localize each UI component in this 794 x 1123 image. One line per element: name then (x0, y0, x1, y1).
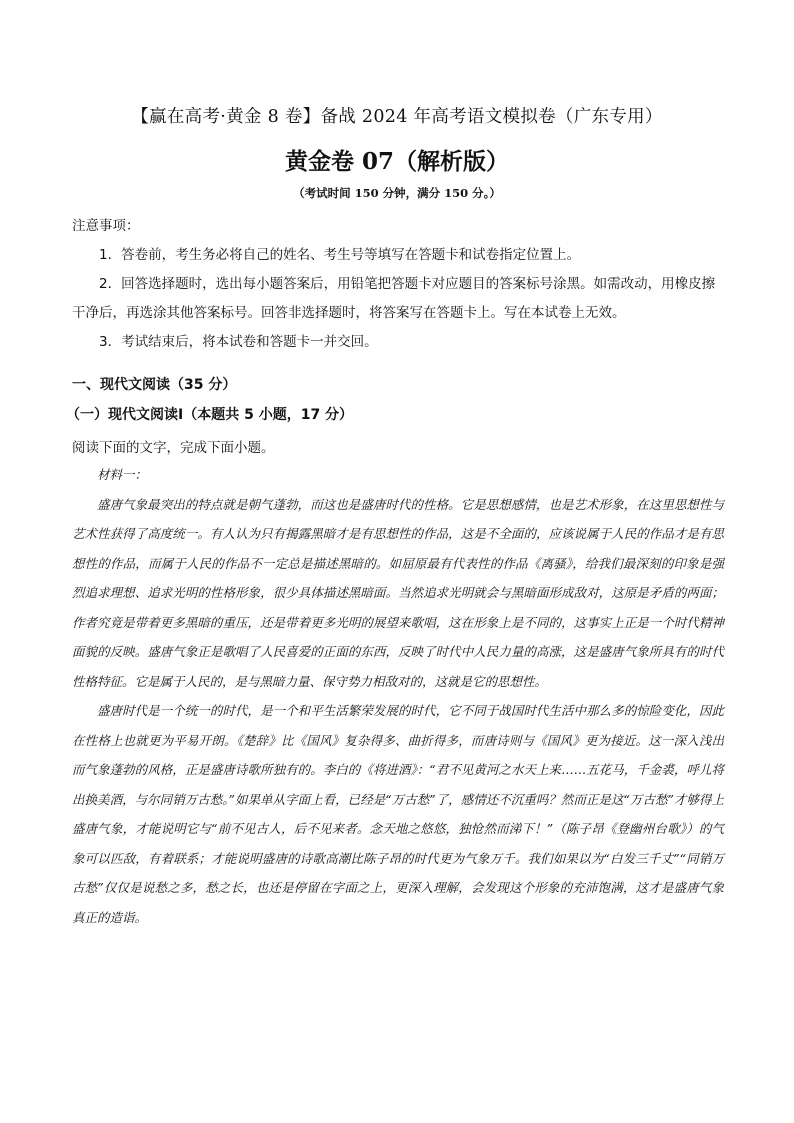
notice-item-2: 2．回答选择题时，选出每小题答案后，用铅笔把答题卡对应题目的答案标号涂黑。如需改动，用橡皮擦干净后，再选涂其他答案标号。回答非选择题时，将答案写在答题卡上。写在本试卷上无效。 (72, 276, 716, 321)
paper-title: 黄金卷 07（解析版） (284, 148, 509, 175)
reading-instruction: 阅读下面的文字，完成下面小题。 (72, 440, 275, 456)
material-paragraph-2: 盛唐时代是一个统一的时代，是一个和平生活繁荣发展的时代，它不同于战国时代生活中那么多的惊险变化，因此在性格上也就更为平易开朗。《楚辞》比《国风》复杂得多、曲折得多，而唐诗则与《国风》更为接近。这一深入浅出而气象蓬勃的风格，正是盛唐诗歌所独有的。李白的《将进酒》：“君不见黄河之水天上来……五花马，千金裘，呼儿将出换美酒，与尔同销万古愁。”如果单从字面上看，已经是“万古愁”了，感情还不沉重吗？然而正是这“万古愁”才够得上盛唐气象，才能说明它与“前不见古人，后不见来者。念天地之悠悠，独怆然而涕下！”（陈子昂《登幽州台歌》）的气象可以匹敌，有着联系；才能说明盛唐的诗歌高潮比陈子昂的时代更为气象万千。我们如果以为“白发三千丈”“同销万古愁”仅仅是说愁之多，愁之长，也还是停留在字面之上，更深入理解，会发现这个形象的充沛饱满，这才是盛唐气象真正的造诣。 (72, 703, 724, 925)
notice-heading: 注意事项： (72, 218, 140, 234)
notice-item-3: 3．考试结束后，将本试卷和答题卡一并交回。 (99, 334, 378, 350)
material-paragraph-1: 盛唐气象最突出的特点就是朝气蓬勃，而这也是盛唐时代的性格。它是思想感情，也是艺术形象，在这里思想性与艺术性获得了高度统一。有人认为只有揭露黑暗才是有思想性的作品，这是不全面的，应该说属于人民的作品才是有思想性的作品，而属于人民的作品不一定总是描述黑暗的。如屈原最有代表性的作品《离骚》，给我们最深刻的印象是强烈追求理想、追求光明的性格形象，很少具体描述黑暗面。当然追求光明就会与黑暗面形成敌对，这原是矛盾的两面；作者究竟是带着更多黑暗的重压，还是带着更多光明的展望来歌唱，这在形象上是不同的，这事实上正是一个时代精神面貌的反映。盛唐气象正是歌唱了人民喜爱的正面的东西，反映了时代中人民力量的高涨，这是盛唐气象所具有的时代性格特征。它是属于人民的，是与黑暗力量、保守势力相敌对的，这就是它的思想性。 (72, 496, 724, 689)
material-body (72, 460, 724, 932)
section-heading: 一、现代文阅读（35 分） (72, 377, 237, 393)
subsection-heading: （一）现代文阅读Ⅰ（本题共 5 小题，17 分） (66, 407, 354, 423)
exam-time-note: （考试时间 150 分钟，满分 150 分。） (293, 186, 501, 200)
material-label: 材料一： (97, 467, 148, 482)
exam-series-title: 【赢在高考·黄金 8 卷】备战 2024 年高考语文模拟卷（广东专用） (131, 107, 663, 127)
notice-item-1: 1．答卷前，考生务必将自己的姓名、考生号等填写在答题卡和试卷指定位置上。 (99, 247, 581, 263)
notice-section (72, 212, 724, 357)
